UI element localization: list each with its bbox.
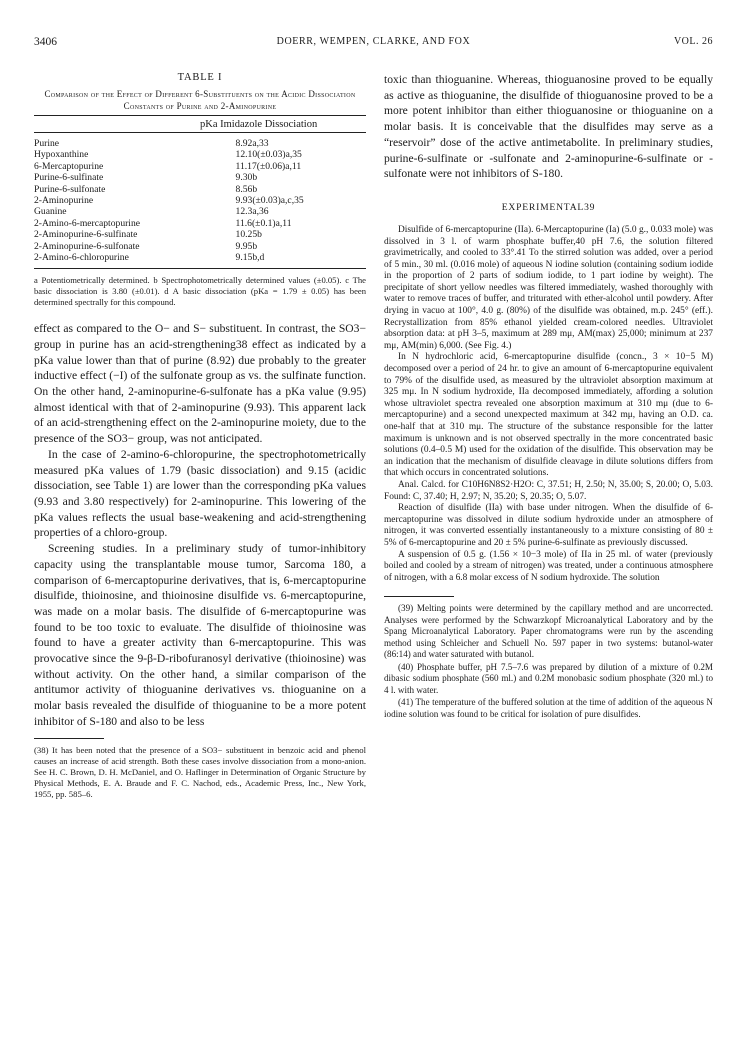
footnote-rule [34, 738, 104, 739]
paragraph: A suspension of 0.5 g. (1.56 × 10−3 mole) of IIa in 25 ml. of water (previously boiled and cooled by a stream of nitrogen) was treated, under a continuous atmosphere of nitrogen, with a 6.8 molar excess of N sodium hydroxide. The solution [384, 549, 713, 583]
pka-value: 9.15b,d [232, 252, 366, 269]
table-row [34, 229, 366, 240]
compound-name: Purine [34, 138, 60, 149]
pka-table [34, 115, 366, 269]
table-row [34, 172, 366, 183]
compound-name: 2-Aminopurine [34, 195, 94, 207]
table-column-header: pKa Imidazole Dissociation [34, 116, 366, 133]
left-body-text [34, 321, 366, 729]
compound-name: Purine-6-sulfinate [34, 172, 104, 184]
paragraph: In N hydrochloric acid, 6-mercaptopurine disulfide (concn., 3 × 10−5 M) decomposed over a period of 24 hr. to give an amount of 6-mercaptopurine equivalent to 79% of the disulfide used, as measured by the ultraviolet absorption maximum at 325 mμ. In N sodium hydroxide, IIa decomposed immediately, affording a solution whose ultraviolet spectra revealed one absorption maximum at 310 mμ (due to 6-mercaptopurine) and a second unexpected maximum at 342 mμ, having an O.D. ca. one-half that at 310 mμ. The structure of the substance responsible for the latter maximum is unknown and is not observed spectrally in the more concentrated basic solutions (0.4–0.5 M) used for the oxidation of the disulfide. This observation may be an indication that the mechanism of disulfide cleavage in dilute solutions differs from that which occurs in concentrated solutions. [384, 352, 713, 479]
pka-value: 11.17(±0.06)a,11 [235, 160, 302, 172]
compound-name: Hypoxanthine [34, 149, 89, 161]
footnote-41: (41) The temperature of the buffered solution at the time of addition of the aqueous N iodine solution was found to be critical for isolation of pure disulfides. [384, 697, 713, 719]
pka-value: 8.92a,33 [235, 138, 269, 149]
table-caption: Comparison of the Effect of Different 6-Substituents on the Acidic Dissociation Constants of Purine and 2-Aminopurine [44, 89, 356, 111]
section-heading: EXPERIMENTAL39 [501, 201, 596, 213]
paragraph: Screening studies. In a preliminary study of tumor-inhibitory capacity using the transplantable mouse tumor, Sarcoma 180, a comparison of 6-mercaptopurine derivatives, that is, 6-mercaptopurine disulfide, thioinosine, and thioinosine disulfide vs. 6-mercaptopurine, was made on a molar basis. The disulfide of 6-mercaptopurine was found to be too toxic to evaluate. The disulfide of thioinosine was found to have a greater activity than 6-mercaptopurine. This was provocative since the 9-β-D-ribofuranosyl derivative (thioinosine) was without activity. On the other hand, a similar comparison of the antitumor activity of thioguanine derivatives vs. thioguanine on a molar basis revealed the disulfide of thioguanine to be a more potent inhibitor of S-180 and also to be less [34, 542, 366, 728]
pka-value: 11.6(±0.1)a,11 [235, 217, 292, 229]
left-column [34, 72, 366, 800]
compound-name: 2-Aminopurine-6-sulfinate [34, 229, 138, 241]
pka-value: 8.56b [235, 183, 258, 195]
compound-name: 2-Amino-6-mercaptopurine [34, 217, 141, 229]
compound-name: 6-Mercaptopurine [34, 160, 104, 172]
footnote-40: (40) Phosphate buffer, pH 7.5–7.6 was prepared by dilution of a mixture of 0.2M dibasic sodium phosphate (560 ml.) and 0.2M monobasic sodium phosphate (320 ml.) to 4 l. with water. [384, 661, 713, 695]
footnote-39: (39) Melting points were determined by the capillary method and are uncorrected. Analyses were performed by the Schwarzkopf Microanalytical Laboratory and by the Spang Microanalytical Laboratory. Paper chromatograms were run by the ascending method using Schleicher and Schuell No. 597 paper in two systems: butanol-water (86:14) and water saturated with butanol. [384, 603, 713, 660]
paragraph: toxic than thioguanine. Whereas, thioguanosine proved to be equally as active as thioguanine, the disulfide of thioguanosine proved to be a more potent inhibitor than either thioguanosine or thioguanine on a molar basis. It is conceivable that the disulfides may serve as a “reservoir” dose of the active antimetabolite. In preliminary studies, purine-6-sulfinate or -sulfonate and 2-aminopurine-6-sulfinate or -sulfonate were not inhibitors of S-180. [384, 73, 713, 181]
table-row [34, 161, 366, 172]
compound-name: Guanine [34, 206, 67, 218]
volume-label: VOL. 26 [673, 36, 713, 47]
running-header [34, 36, 713, 52]
table-row [34, 206, 366, 217]
table-row [34, 149, 366, 160]
paragraph: In the case of 2-amino-6-chloropurine, the spectrophotometrically measured pKa values of 1.79 (basic dissociation) and 9.15 (acidic dissociation, see Table 1) are lower than the corresponding pKa values (9.93 and 3.80 respectively) for 2-aminopurine. This lowering of the pKa values reflects the usual base-weakening and acid-strengthening properties of a chloro-group. [34, 447, 366, 540]
pka-value: 9.93(±0.03)a,c,35 [235, 195, 304, 207]
pka-value: 10.25b [235, 229, 262, 241]
experimental-text [384, 225, 713, 584]
table-row [34, 133, 366, 150]
table-row [34, 218, 366, 229]
table-footnote: a Potentiometrically determined. b Spectrophotometrically determined values (±0.05). c The basic dissociation is 3.80 (±0.01). d A basic dissociation (pKa = 1.79 ± 0.05) has been determined spectrally for this compound. [34, 275, 366, 307]
pka-value: 12.3a,36 [235, 206, 269, 218]
paragraph: Anal. Calcd. for C10H6N8S2·H2O: C, 37.51; H, 2.50; N, 35.00; S, 20.00; O, 5.03. Found: C, 37.40; H, 2.97; N, 35.20; S, 20.35; O, 5.07. [384, 479, 713, 502]
paragraph: effect as compared to the O− and S− substituent. In contrast, the SO3− group in purine has an acid-strengthening38 effect as indicated by a pKa value lower than that of purine (8.92) due probably to the greater inductive effect (−I) of the sulfonate group as vs. the sulfinate function. On the other hand, 2-aminopurine-6-sulfonate has a pKa value (9.95) almost identical with that of 2-aminopurine (9.93). This apparent lack of an acid-strengthening effect on the 2-aminopurine moiety, due to the presence of the SO3− group, was not anticipated. [34, 322, 366, 446]
pka-value: 9.95b [235, 240, 258, 252]
table-row [34, 241, 366, 252]
paragraph: Reaction of disulfide (IIa) with base under nitrogen. When the disulfide of 6-mercaptopurine was dissolved in dilute sodium hydroxide under an atmosphere of nitrogen, it was converted essentially instantaneously to a mixture consisting of 80 ± 5% of 6-mercaptopurine and 20 ± 5% purine-6-sulfinate as previously discussed. [384, 503, 713, 548]
right-column [384, 72, 713, 721]
footnote-38: (38) It has been noted that the presence of a SO3− substituent in benzoic acid and phenol causes an increase of acid strength. Both these cases involve dissociation from a mono-anion. See H. C. Brown, D. H. McDaniel, and O. Haflinger in Determination of Organic Structure by Physical Methods, E. A. Braude and F. C. Nachod, eds., Academic Press, Inc., New York, 1955, pp. 585–6. [34, 744, 366, 799]
table-row [34, 184, 366, 195]
table-row [34, 195, 366, 206]
compound-name: Purine-6-sulfonate [34, 183, 106, 195]
table-row [34, 252, 366, 269]
running-authors: DOERR, WEMPEN, CLARKE, AND FOX [276, 36, 471, 47]
compound-name: 2-Aminopurine-6-sulfonate [34, 240, 140, 252]
pka-value: 9.30b [235, 172, 258, 184]
pka-value: 12.10(±0.03)a,35 [235, 149, 302, 161]
compound-name: 2-Amino-6-chloropurine [34, 252, 232, 269]
table-title: TABLE I [177, 72, 223, 83]
paragraph: Disulfide of 6-mercaptopurine (IIa). 6-Mercaptopurine (Ia) (5.0 g., 0.033 mole) was dissolved in 3 l. of warm phosphate buffer,40 pH 7.6, the solution filtered gravimetrically, and cooled to 33°.41 To the stirred solution was added, over a period of 5 min., 30 ml. (0.016 mole) of aqueous N iodine solution (containing sodium iodide in the proportion of 2 parts of sodium iodide, to 1 part iodine by weight). The precipitate of short yellow needles was filtered immediately, washed thoroughly with water to remove traces of buffer, and triturated with ether-alcohol until powdery. After drying in vacuo at 100°, 4.0 g. (80%) of the disulfide was obtained, m.p. 245° (eff.). Recrystallization from 85% ethanol yielded cream-colored needles. Ultraviolet absorption data: at pH 3–5, maximum at 289 mμ, AM(max) 25,000; minimum at 237 mμ, AM(min) 6,000. (See Fig. 4.) [384, 224, 713, 351]
footnotes [384, 603, 713, 720]
footnote-rule [384, 596, 454, 597]
page-number: 3406 [34, 36, 57, 48]
